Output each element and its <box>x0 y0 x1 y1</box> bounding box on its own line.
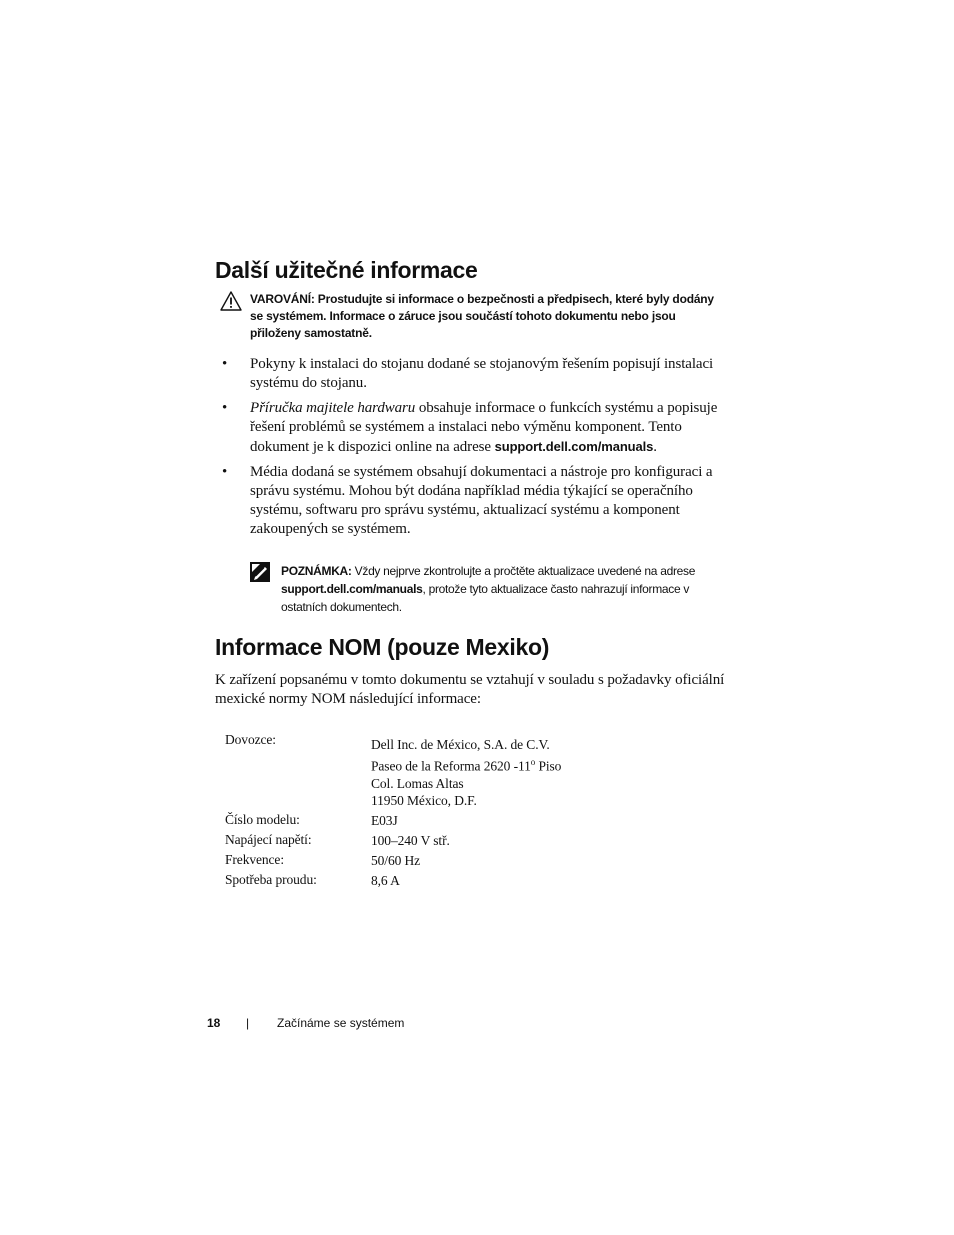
address-line-tail: Piso <box>535 758 562 773</box>
note-label: POZNÁMKA: <box>281 564 352 578</box>
list-item <box>222 463 722 539</box>
footer-chapter: Začínáme se systémem <box>277 1016 405 1030</box>
section-title-useful-info: Další užitečné informace <box>215 257 478 283</box>
bullet-icon: • <box>222 464 228 480</box>
bullet-icon: • <box>222 400 228 416</box>
list-item <box>222 399 722 457</box>
list-item <box>222 355 722 393</box>
warning-box <box>220 291 720 342</box>
address-line <box>371 754 561 775</box>
spec-value: E03J <box>371 813 398 828</box>
warning-label: VAROVÁNÍ: <box>250 292 315 306</box>
spec-value: 8,6 A <box>371 873 400 888</box>
note-tail: , protože tyto aktualizace často nahrazují informace v ostatních dokumentech. <box>281 582 690 614</box>
warning-text <box>250 291 720 342</box>
superscript: o <box>530 756 536 767</box>
spec-label: Frekvence: <box>225 852 284 867</box>
spec-label: Napájecí napětí: <box>225 832 312 847</box>
info-bullet-list <box>222 355 722 545</box>
warning-triangle-icon <box>220 291 242 311</box>
footer-separator: | <box>246 1016 250 1030</box>
support-link[interactable]: support.dell.com/manuals <box>281 582 423 596</box>
spec-value: 50/60 Hz <box>371 853 421 868</box>
spec-value: 100–240 V stř. <box>371 833 450 848</box>
importer-label: Dovozce: <box>225 732 276 747</box>
support-link[interactable]: support.dell.com/manuals <box>494 439 654 454</box>
address-line-text: Paseo de la Reforma 2620 -11 <box>371 758 531 773</box>
page-number: 18 <box>207 1016 221 1030</box>
address-line: Col. Lomas Altas <box>371 775 464 791</box>
note-text <box>281 562 720 616</box>
note-body: Vždy nejprve zkontrolujte a pročtěte aktualizace uvedené na adrese <box>351 564 696 578</box>
bullet-text: Média dodaná se systémem obsahují dokumentaci a nástroje pro konfiguraci a správu systému. Mohou být dodána například média týkající se operačního systému, softwaru pro správu systému, aktualizací systému a komponent zakoupených se systémem. <box>250 464 713 537</box>
bullet-text: Pokyny k instalaci do stojanu dodané se stojanovým řešením popisují instalaci systému do stojanu. <box>250 356 714 391</box>
note-pencil-icon <box>250 562 270 582</box>
bullet-icon: • <box>222 356 228 372</box>
nom-intro: K zařízení popsanému v tomto dokumentu se vztahují v souladu s požadavky oficiální mexické normy NOM následující informace: <box>215 672 725 707</box>
address-line: Dell Inc. de México, S.A. de C.V. <box>371 737 550 752</box>
note-box <box>250 562 720 616</box>
bullet-tail: . <box>653 439 657 455</box>
manual-title: Příručka majitele hardwaru <box>250 400 416 416</box>
spec-label: Spotřeba proudu: <box>225 872 317 887</box>
address-line: 11950 México, D.F. <box>371 793 477 808</box>
importer-address <box>371 736 561 810</box>
spec-label: Číslo modelu: <box>225 812 300 827</box>
bullet-text: obsahuje informace o funkcích systému a popisuje řešení problémů se systémem a instalaci nebo výměnu komponent. Tento dokument je k dispozici online na adrese <box>250 400 718 455</box>
warning-body: Prostudujte si informace o bezpečnosti a předpisech, které byly dodány se systémem. Informace o záruce jsou součástí tohoto dokumentu nebo jsou přiloženy samostatně. <box>250 292 714 340</box>
section-title-nom: Informace NOM (pouze Mexiko) <box>215 634 550 660</box>
